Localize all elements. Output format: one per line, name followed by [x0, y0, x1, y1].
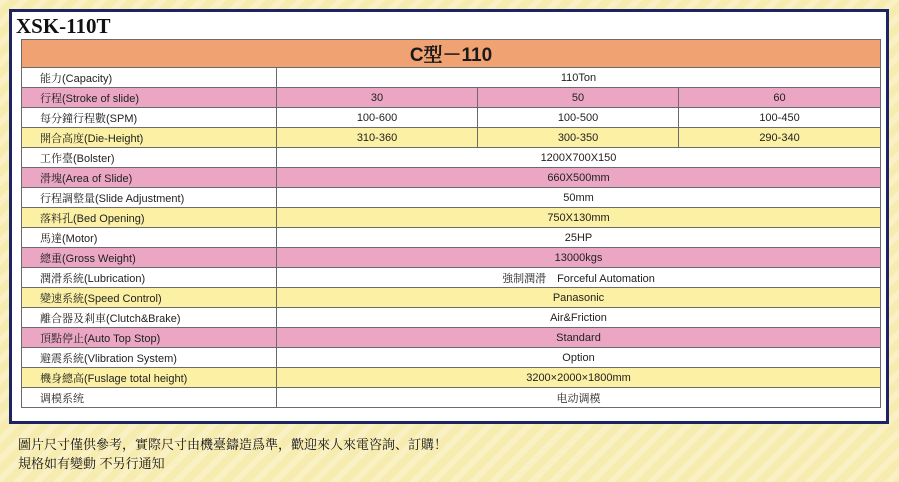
- table-row: [22, 288, 881, 308]
- spec-label: 每分鐘行程數(SPM): [22, 108, 277, 128]
- table-row: [22, 328, 881, 348]
- spec-label: 頂點停止(Auto Top Stop): [22, 328, 277, 348]
- table-row: [22, 128, 881, 148]
- spec-label: 避震系統(Vlibration System): [22, 348, 277, 368]
- spec-value: Standard: [277, 328, 881, 348]
- disclaimer-note: 圖片尺寸僅供參考，實際尺寸由機臺鑄造爲準，歡迎來人來電咨詢、訂購！: [18, 437, 448, 452]
- table-row: [22, 368, 881, 388]
- spec-value: 100-600: [277, 108, 478, 128]
- spec-value: 100-500: [478, 108, 679, 128]
- spec-label: 變速系統(Speed Control): [22, 288, 277, 308]
- spec-label: 落料孔(Bed Opening): [22, 208, 277, 228]
- spec-value: Option: [277, 348, 881, 368]
- table-row: [22, 208, 881, 228]
- model-number: XSK-110T: [16, 14, 111, 38]
- spec-label: 離合器及剎車(Clutch&Brake): [22, 308, 277, 328]
- table-row: [22, 228, 881, 248]
- spec-label: 開合高度(Die-Height): [22, 128, 277, 148]
- table-title: C型－110: [22, 40, 881, 68]
- spec-value: 1200X700X150: [277, 148, 881, 168]
- table-row: [22, 188, 881, 208]
- spec-value: 30: [277, 88, 478, 108]
- table-header-row: [22, 40, 881, 68]
- spec-value: 290-340: [679, 128, 881, 148]
- spec-label: 滑塊(Area of Slide): [22, 168, 277, 188]
- table-row: [22, 268, 881, 288]
- table-row: [22, 348, 881, 368]
- spec-value: 300-350: [478, 128, 679, 148]
- spec-label: 行程(Stroke of slide): [22, 88, 277, 108]
- spec-label: 行程調整量(Slide Adjustment): [22, 188, 277, 208]
- spec-label: 工作臺(Bolster): [22, 148, 277, 168]
- table-row: [22, 308, 881, 328]
- spec-label: 调模系统: [22, 388, 277, 408]
- spec-value: 100-450: [679, 108, 881, 128]
- spec-label: 總重(Gross Weight): [22, 248, 277, 268]
- spec-value: 13000kgs: [277, 248, 881, 268]
- spec-value: Air&Friction: [277, 308, 881, 328]
- spec-label: 馬達(Motor): [22, 228, 277, 248]
- spec-value: 60: [679, 88, 881, 108]
- spec-value: 50mm: [277, 188, 881, 208]
- spec-panel: [9, 9, 889, 424]
- spec-label: 能力(Capacity): [22, 68, 277, 88]
- spec-value: 750X130mm: [277, 208, 881, 228]
- table-row: [22, 388, 881, 408]
- spec-value: 660X500mm: [277, 168, 881, 188]
- spec-value: 50: [478, 88, 679, 108]
- table-row: [22, 68, 881, 88]
- table-row: [22, 88, 881, 108]
- table-row: [22, 248, 881, 268]
- spec-value: 电动调模: [277, 388, 881, 408]
- spec-value: Panasonic: [277, 288, 881, 308]
- change-notice: 規格如有變動 不另行通知: [18, 456, 165, 471]
- spec-value: 25HP: [277, 228, 881, 248]
- table-row: [22, 168, 881, 188]
- table-row: [22, 148, 881, 168]
- spec-value: 310-360: [277, 128, 478, 148]
- spec-value: 110Ton: [277, 68, 881, 88]
- spec-value: 3200×2000×1800mm: [277, 368, 881, 388]
- spec-table: [21, 39, 881, 408]
- table-row: [22, 108, 881, 128]
- spec-label: 潤滑系統(Lubrication): [22, 268, 277, 288]
- spec-value: 強制潤滑 Forceful Automation: [277, 268, 881, 288]
- spec-label: 機身總高(Fuslage total height): [22, 368, 277, 388]
